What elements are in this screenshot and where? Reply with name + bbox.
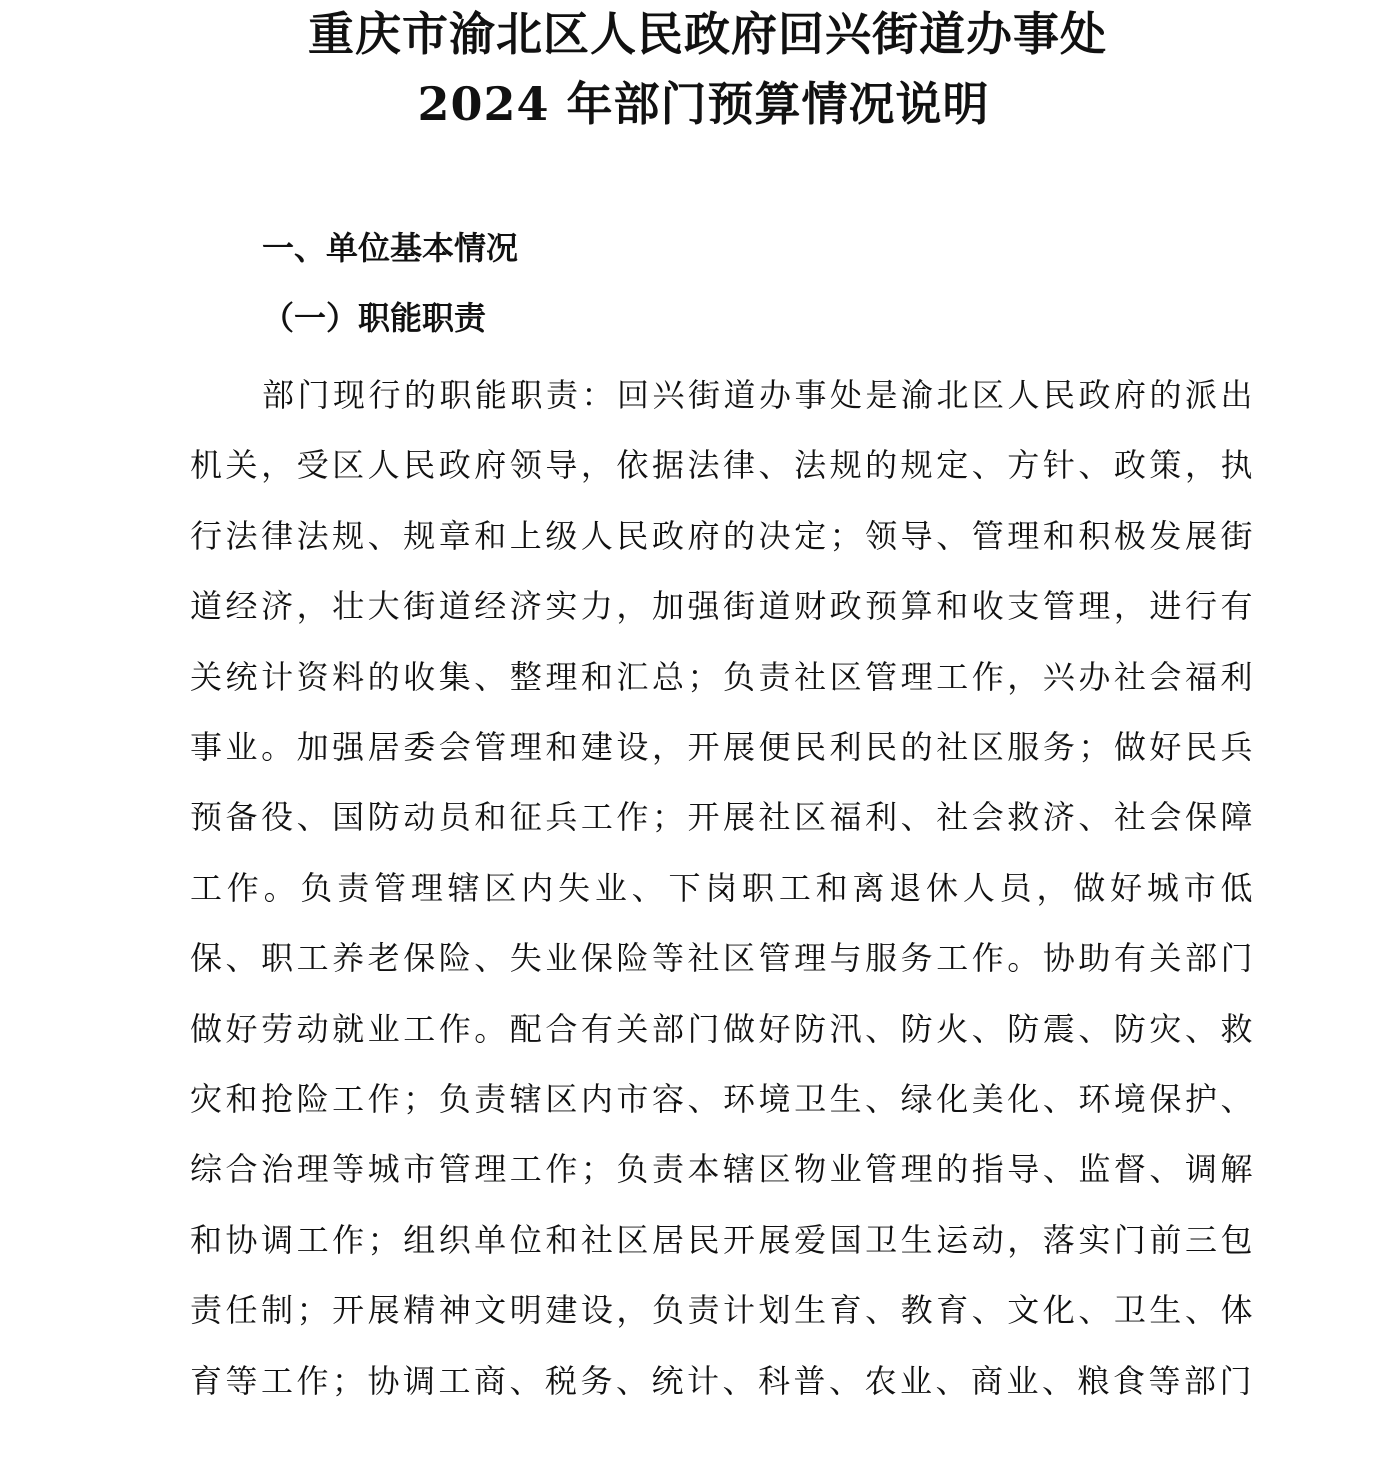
section-heading-basic-info: 一、单位基本情况	[262, 229, 519, 267]
document-title-line1: 重庆市渝北区人民政府回兴街道办事处	[308, 7, 1107, 61]
body-paragraph-functions: 部门现行的职能职责：回兴街道办事处是渝北区人民政府的派出机关，受区人民政府领导，依据法律、法规的规定、方针、政策，执行法律法规、规章和上级人民政府的决定；领导、管理和积极发展街道经济，壮大街道经济实力，加强街道财政预算和收支管理，进行有关统计资料的收集、整理和汇总；负责社区管理工作，兴办社会福利事业。加强居委会管理和建设，开展便民利民的社区服务；做好民兵预备役、国防动员和征兵工作；开展社区福利、社会救济、社会保障工作。负责管理辖区内失业、下岗职工和离退休人员，做好城市低保、职工养老保险、失业保险等社区管理与服务工作。协助有关部门做好劳动就业工作。配合有关部门做好防汛、防火、防震、防灾、救灾和抢险工作；负责辖区内市容、环境卫生、绿化美化、环境保护、综合治理等城市管理工作；负责本辖区物业管理的指导、监督、调解和协调工作；组织单位和社区居民开展爱国卫生运动，落实门前三包责任制；开展精神文明建设，负责计划生育、教育、文化、卫生、体育等工作；协调工商、税务、统计、科普、农业、商业、粮食等部门	[190, 376, 1257, 1400]
document-title-line2: 2024 年部门预算情况说明	[417, 77, 990, 131]
subsection-heading-functions: （一）职能职责	[262, 299, 487, 337]
